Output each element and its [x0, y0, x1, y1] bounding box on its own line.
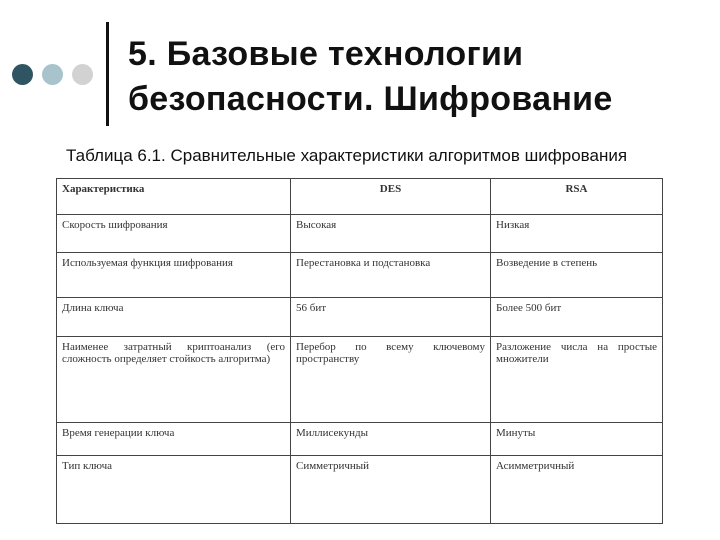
cell-des: Симметричный	[291, 456, 491, 524]
cell-des: Высокая	[291, 215, 491, 253]
slide-title-line-2: безопасности. Шифрование	[128, 80, 613, 118]
cell-rsa: Возведение в степень	[491, 253, 663, 298]
cell-des: Миллисекунды	[291, 423, 491, 456]
header-des: DES	[291, 179, 491, 215]
slide-title	[128, 32, 708, 122]
cell-des: 56 бит	[291, 298, 491, 337]
cell-characteristic: Скорость шифрования	[57, 215, 291, 253]
dot-light-blue	[42, 64, 63, 85]
cell-characteristic: Тип ключа	[57, 456, 291, 524]
table-row	[57, 456, 663, 524]
comparison-table	[56, 178, 663, 524]
table-header-row	[57, 179, 663, 215]
table-row	[57, 253, 663, 298]
table-row	[57, 298, 663, 337]
cell-des: Перестановка и подстановка	[291, 253, 491, 298]
table-row	[57, 423, 663, 456]
decorative-dots	[12, 64, 96, 86]
cell-rsa: Низкая	[491, 215, 663, 253]
cell-characteristic: Длина ключа	[57, 298, 291, 337]
table-row	[57, 337, 663, 423]
cell-rsa: Минуты	[491, 423, 663, 456]
table-row	[57, 215, 663, 253]
title-divider	[106, 22, 109, 126]
cell-rsa: Разложение числа на простые множители	[491, 337, 663, 423]
cell-characteristic: Наименее затратный криптоанализ (его сложность определяет стойкость алгоритма)	[57, 337, 291, 423]
dot-dark	[12, 64, 33, 85]
cell-characteristic: Используемая функция шифрования	[57, 253, 291, 298]
table-caption: Таблица 6.1. Сравнительные характеристики алгоритмов шифрования	[66, 146, 628, 165]
cell-rsa: Более 500 бит	[491, 298, 663, 337]
cell-rsa: Асимметричный	[491, 456, 663, 524]
header-rsa: RSA	[491, 179, 663, 215]
cell-des: Перебор по всему ключевому пространству	[291, 337, 491, 423]
header-characteristic: Характеристика	[57, 179, 291, 215]
cell-characteristic: Время генерации ключа	[57, 423, 291, 456]
slide-title-line-1: 5. Базовые технологии	[128, 35, 524, 73]
dot-gray	[72, 64, 93, 85]
